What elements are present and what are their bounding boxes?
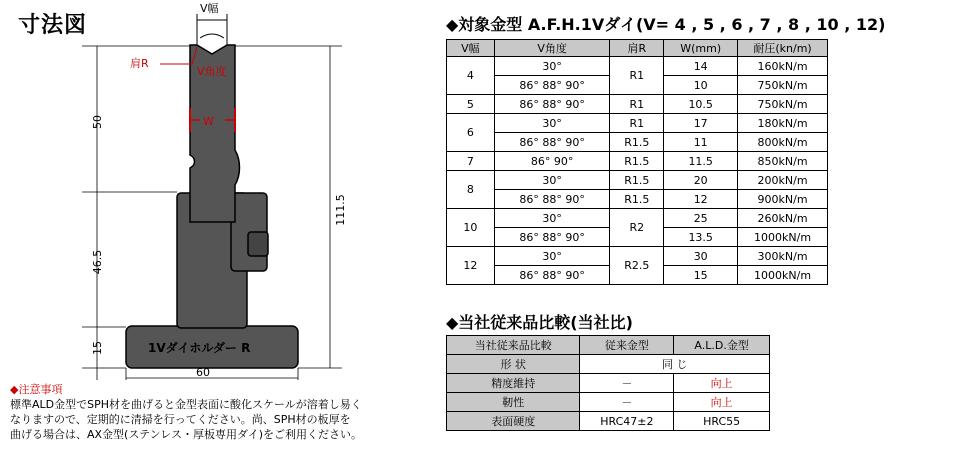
table-row — [447, 209, 828, 228]
dim-15-label: 15 — [91, 341, 104, 355]
cell-pressure: 850kN/m — [738, 152, 828, 171]
table-row — [447, 114, 828, 133]
cell-w: 12 — [664, 190, 738, 209]
header-v-width: V幅 — [447, 40, 495, 57]
spec-table — [446, 39, 828, 285]
notes-line-2: なりますので、定期的に清掃を行ってください。尚、SPH材の板厚を — [10, 413, 351, 426]
cell-w: 10.5 — [664, 95, 738, 114]
cell-angle: 30° — [494, 171, 610, 190]
cmp-row-label: 精度維持 — [447, 374, 580, 393]
table-row — [447, 171, 828, 190]
table-row — [447, 152, 828, 171]
cell-angle: 86° 88° 90° — [494, 228, 610, 247]
dim-60-label: 60 — [196, 366, 210, 379]
cmp-cell: － — [580, 374, 674, 393]
cell-pressure: 750kN/m — [738, 76, 828, 95]
section-title-comparison: ◆当社従来品比較(当社比) — [446, 313, 633, 332]
notes-line-3: 曲げる場合は、AX金型(ステンレス・厚板専用ダイ)をご利用ください。 — [10, 428, 363, 441]
notes-heading: ◆注意事項 — [10, 383, 63, 396]
cell-angle: 30° — [494, 57, 610, 76]
cell-angle: 30° — [494, 209, 610, 228]
cell-w: 17 — [664, 114, 738, 133]
cell-angle: 86° 88° 90° — [494, 95, 610, 114]
header-v-angle: V角度 — [494, 40, 610, 57]
comparison-table — [446, 335, 770, 431]
cmp-cell: 向上 — [674, 374, 770, 393]
cell-w: 15 — [664, 266, 738, 285]
v-angle-arc — [200, 34, 224, 38]
cell-angle: 86° 88° 90° — [494, 190, 610, 209]
cell-v: 4 — [447, 57, 495, 95]
notes — [10, 382, 430, 442]
cmp-cell: － — [580, 393, 674, 412]
cell-r: R1.5 — [610, 133, 664, 152]
cmp-cell: HRC47±2 — [580, 412, 674, 431]
header-w: W(mm) — [664, 40, 738, 57]
table-row — [447, 374, 770, 393]
cell-pressure: 900kN/m — [738, 190, 828, 209]
cell-r: R2 — [610, 209, 664, 247]
v-width-label: V幅 — [200, 2, 219, 15]
cell-v: 12 — [447, 247, 495, 285]
cell-pressure: 180kN/m — [738, 114, 828, 133]
cell-pressure: 800kN/m — [738, 133, 828, 152]
cell-v: 10 — [447, 209, 495, 247]
cell-pressure: 200kN/m — [738, 171, 828, 190]
cmp-cell: 向上 — [674, 393, 770, 412]
dimension-drawing — [0, 0, 440, 380]
cell-r: R1 — [610, 57, 664, 95]
table-row — [447, 412, 770, 431]
page-title: 寸法図 — [18, 13, 88, 38]
cell-w: 20 — [664, 171, 738, 190]
table-row — [447, 393, 770, 412]
table-row — [447, 247, 828, 266]
cell-v: 5 — [447, 95, 495, 114]
table-row — [447, 95, 828, 114]
comparison-header-row — [447, 336, 770, 355]
cell-r: R1.5 — [610, 190, 664, 209]
header-pressure: 耐圧(kn/m) — [738, 40, 828, 57]
cmp-header-ald: A.L.D.金型 — [674, 336, 770, 355]
cell-v: 7 — [447, 152, 495, 171]
cell-w: 11 — [664, 133, 738, 152]
cmp-row-label: 表面硬度 — [447, 412, 580, 431]
spec-header-row — [447, 40, 828, 57]
cell-r: R1 — [610, 114, 664, 133]
holder-label: 1Vダイホルダー R — [148, 341, 251, 355]
cell-w: 10 — [664, 76, 738, 95]
notes-line-1: 標準ALD金型でSPH材を曲げると金型表面に酸化スケールが溶着し易く — [10, 398, 362, 411]
section-title-target-dies: ◆対象金型 A.F.H.1Vダイ(V= 4 , 5 , 6 , 7 , 8 , 10 , 12) — [446, 15, 886, 34]
cell-pressure: 160kN/m — [738, 57, 828, 76]
cell-w: 30 — [664, 247, 738, 266]
header-shoulder-r: 肩R — [610, 40, 664, 57]
cell-pressure: 1000kN/m — [738, 266, 828, 285]
dim-111-5-label: 111.5 — [334, 194, 347, 226]
cmp-row-label: 形 状 — [447, 355, 580, 374]
cell-r: R2.5 — [610, 247, 664, 285]
cell-w: 14 — [664, 57, 738, 76]
table-row — [447, 133, 828, 152]
cmp-cell: HRC55 — [674, 412, 770, 431]
shoulder-r-label: 肩R — [130, 57, 149, 70]
cell-r: R1 — [610, 95, 664, 114]
cmp-header-conventional: 従来金型 — [580, 336, 674, 355]
cell-pressure: 750kN/m — [738, 95, 828, 114]
cell-w: 13.5 — [664, 228, 738, 247]
dim-50-label: 50 — [91, 115, 104, 129]
cmp-cell: 同 じ — [580, 355, 770, 374]
cell-angle: 30° — [494, 247, 610, 266]
cell-r: R1.5 — [610, 171, 664, 190]
cell-r: R1.5 — [610, 152, 664, 171]
table-row — [447, 355, 770, 374]
cell-v: 6 — [447, 114, 495, 152]
v-angle-label: V角度 — [197, 65, 227, 78]
cell-pressure: 300kN/m — [738, 247, 828, 266]
dim-46-5-label: 46.5 — [91, 249, 104, 275]
cmp-row-label: 靭性 — [447, 393, 580, 412]
cmp-header-label: 当社従来品比較 — [447, 336, 580, 355]
table-row — [447, 190, 828, 209]
cell-angle: 86° 88° 90° — [494, 133, 610, 152]
cell-angle: 86° 88° 90° — [494, 266, 610, 285]
w-label: W — [203, 115, 214, 128]
clamp-bolt — [248, 232, 268, 256]
cell-w: 25 — [664, 209, 738, 228]
cell-angle: 86° 88° 90° — [494, 76, 610, 95]
cell-angle: 86° 90° — [494, 152, 610, 171]
cell-w: 11.5 — [664, 152, 738, 171]
table-row — [447, 57, 828, 76]
cell-v: 8 — [447, 171, 495, 209]
cell-pressure: 260kN/m — [738, 209, 828, 228]
cell-pressure: 1000kN/m — [738, 228, 828, 247]
cell-angle: 30° — [494, 114, 610, 133]
